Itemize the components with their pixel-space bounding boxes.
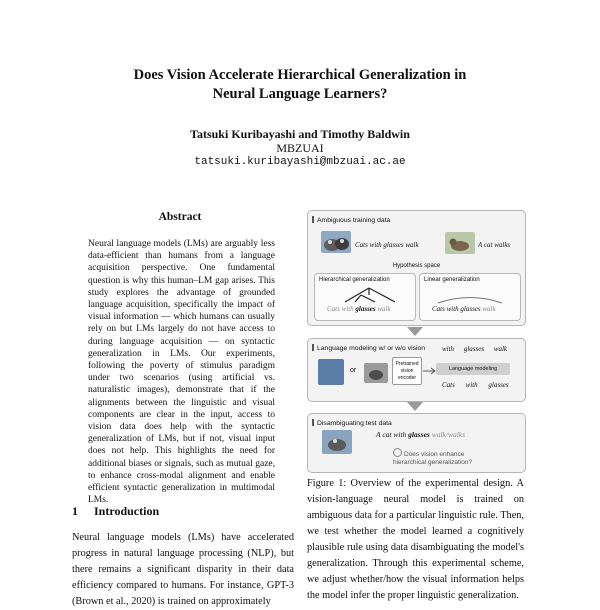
test-data-panel <box>307 413 526 473</box>
test-sentence <box>376 430 465 439</box>
top-token-1: with <box>442 345 455 353</box>
panel3-label: Disambiguating test data <box>312 419 392 427</box>
linear-word-2: with <box>446 305 459 313</box>
test-word-1: A cat with <box>376 430 407 439</box>
natural-image <box>364 363 388 383</box>
example-sentence-2: A cat walks <box>478 241 511 249</box>
top-token-3: walk <box>493 345 508 353</box>
hier-word-1: Cats <box>327 305 340 313</box>
affiliation: MBZUAI <box>276 141 324 155</box>
linear-word-1: Cats <box>432 305 445 313</box>
vision-encoder-box: Pretrained vision encoder <box>392 357 422 385</box>
title-line-1: Does Vision Accelerate Hierarchical Generalization in <box>133 67 467 83</box>
hypothesis-space-label: Hypothesis space <box>392 263 441 269</box>
paper-title <box>0 66 600 104</box>
linear-sentence <box>432 305 496 313</box>
cat-photo <box>445 232 475 254</box>
linear-arc <box>434 294 506 304</box>
example-sentence-1: Cats with glasses walk <box>355 241 419 249</box>
arrow-right-icon <box>423 367 437 375</box>
top-token-2: glasses <box>463 345 485 353</box>
hier-word-3: glasses <box>355 305 376 313</box>
language-modeling-panel <box>307 338 526 402</box>
linear-word-4: walk <box>482 305 496 313</box>
output-tokens <box>442 345 507 353</box>
hier-word-2: with <box>341 305 354 313</box>
hier-sentence <box>327 305 391 313</box>
figure-caption: Figure 1: Overview of the experimental design. A vision-language neural model is trained on ambiguous data for a particular linguistic rule. Then, we test whether the model learned a cognitively plausible rule using data disambiguating the model's generalization. Through this experimental scheme, we adjust whether/how the visual information helps the model infer the proper linguistic generalization. <box>307 478 524 601</box>
author-names: Tatsuki Kuribayashi and Timothy Baldwin <box>190 127 410 141</box>
bottom-token-1: Cats <box>442 381 455 389</box>
title-line-2: Neural Language Learners? <box>212 86 388 102</box>
test-cat-photo <box>322 430 352 454</box>
question-text: Does vision enhance hierarchical generalization? <box>393 451 473 466</box>
abstract-body: Neural language models (LMs) are arguably less data-efficient than humans from a language acquisition perspective. One fundamental question is why this human–LM gap arises. This study explores the advantage of grounded language acquisition, specifically the impact of visual information — which humans can usually rely on but LMs largely do not have access to during language acquisition — on syntactic generalization in LMs. Our experiments, following the poverty of stimulus paradigm under two scenarios (using artificial vs. naturalistic images), demonstrate that if the alignments between the linguistic and visual components are clear in the input, access to vision data does help with the syntactic generalization of LMs, but if not, visual input does not help. This highlights the need for additional biases or signals, such as mutual gaze, to enhance cross-modal alignment and enable efficient syntactic generalization in multimodal LMs. <box>88 239 275 506</box>
thought-bubble-icon <box>393 448 402 457</box>
hierarchical-panel <box>314 273 416 321</box>
section-title: Introduction <box>94 504 160 518</box>
intro-body: Neural language models (LMs) have accelerated progress in natural language processing (NLP), but there remains a significant disparity in their data efficiency compared to humans. For instance, GPT-3 (Brown et al., 2020) is trained on approximately <box>72 532 294 607</box>
lm-box: Language modeling <box>436 363 510 375</box>
hier-word-4: walk <box>377 305 391 313</box>
linear-label: Linear generalization <box>424 277 480 283</box>
linear-panel <box>419 273 521 321</box>
or-label: or <box>350 367 357 374</box>
author-block <box>0 127 600 169</box>
panel2-label: Language modeling w/ or w/o vision <box>312 344 425 352</box>
bottom-token-2: with <box>465 381 478 389</box>
cats-photo <box>321 231 351 253</box>
bottom-token-3: glasses <box>488 381 509 389</box>
test-word-3: walk/walks <box>431 430 466 439</box>
test-word-2: glasses <box>408 430 430 439</box>
arrow-down-icon-2 <box>407 402 423 411</box>
hierarchical-label: Hierarchical generalization <box>319 277 390 283</box>
figure-1 <box>307 210 524 472</box>
training-data-panel <box>307 210 526 326</box>
input-tokens <box>442 381 509 389</box>
abstract-heading: Abstract <box>158 211 202 223</box>
linear-word-3: glasses <box>460 305 481 313</box>
section-heading <box>72 504 159 519</box>
arrow-down-icon <box>407 327 423 336</box>
question <box>393 448 493 467</box>
email: tatsuki.kuribayashi@mbzuai.ac.ae <box>194 156 406 168</box>
section-number: 1 <box>72 504 78 518</box>
tree-diagram <box>325 286 405 306</box>
panel1-label: Ambiguous training data <box>312 216 390 224</box>
synthetic-image <box>318 359 344 385</box>
